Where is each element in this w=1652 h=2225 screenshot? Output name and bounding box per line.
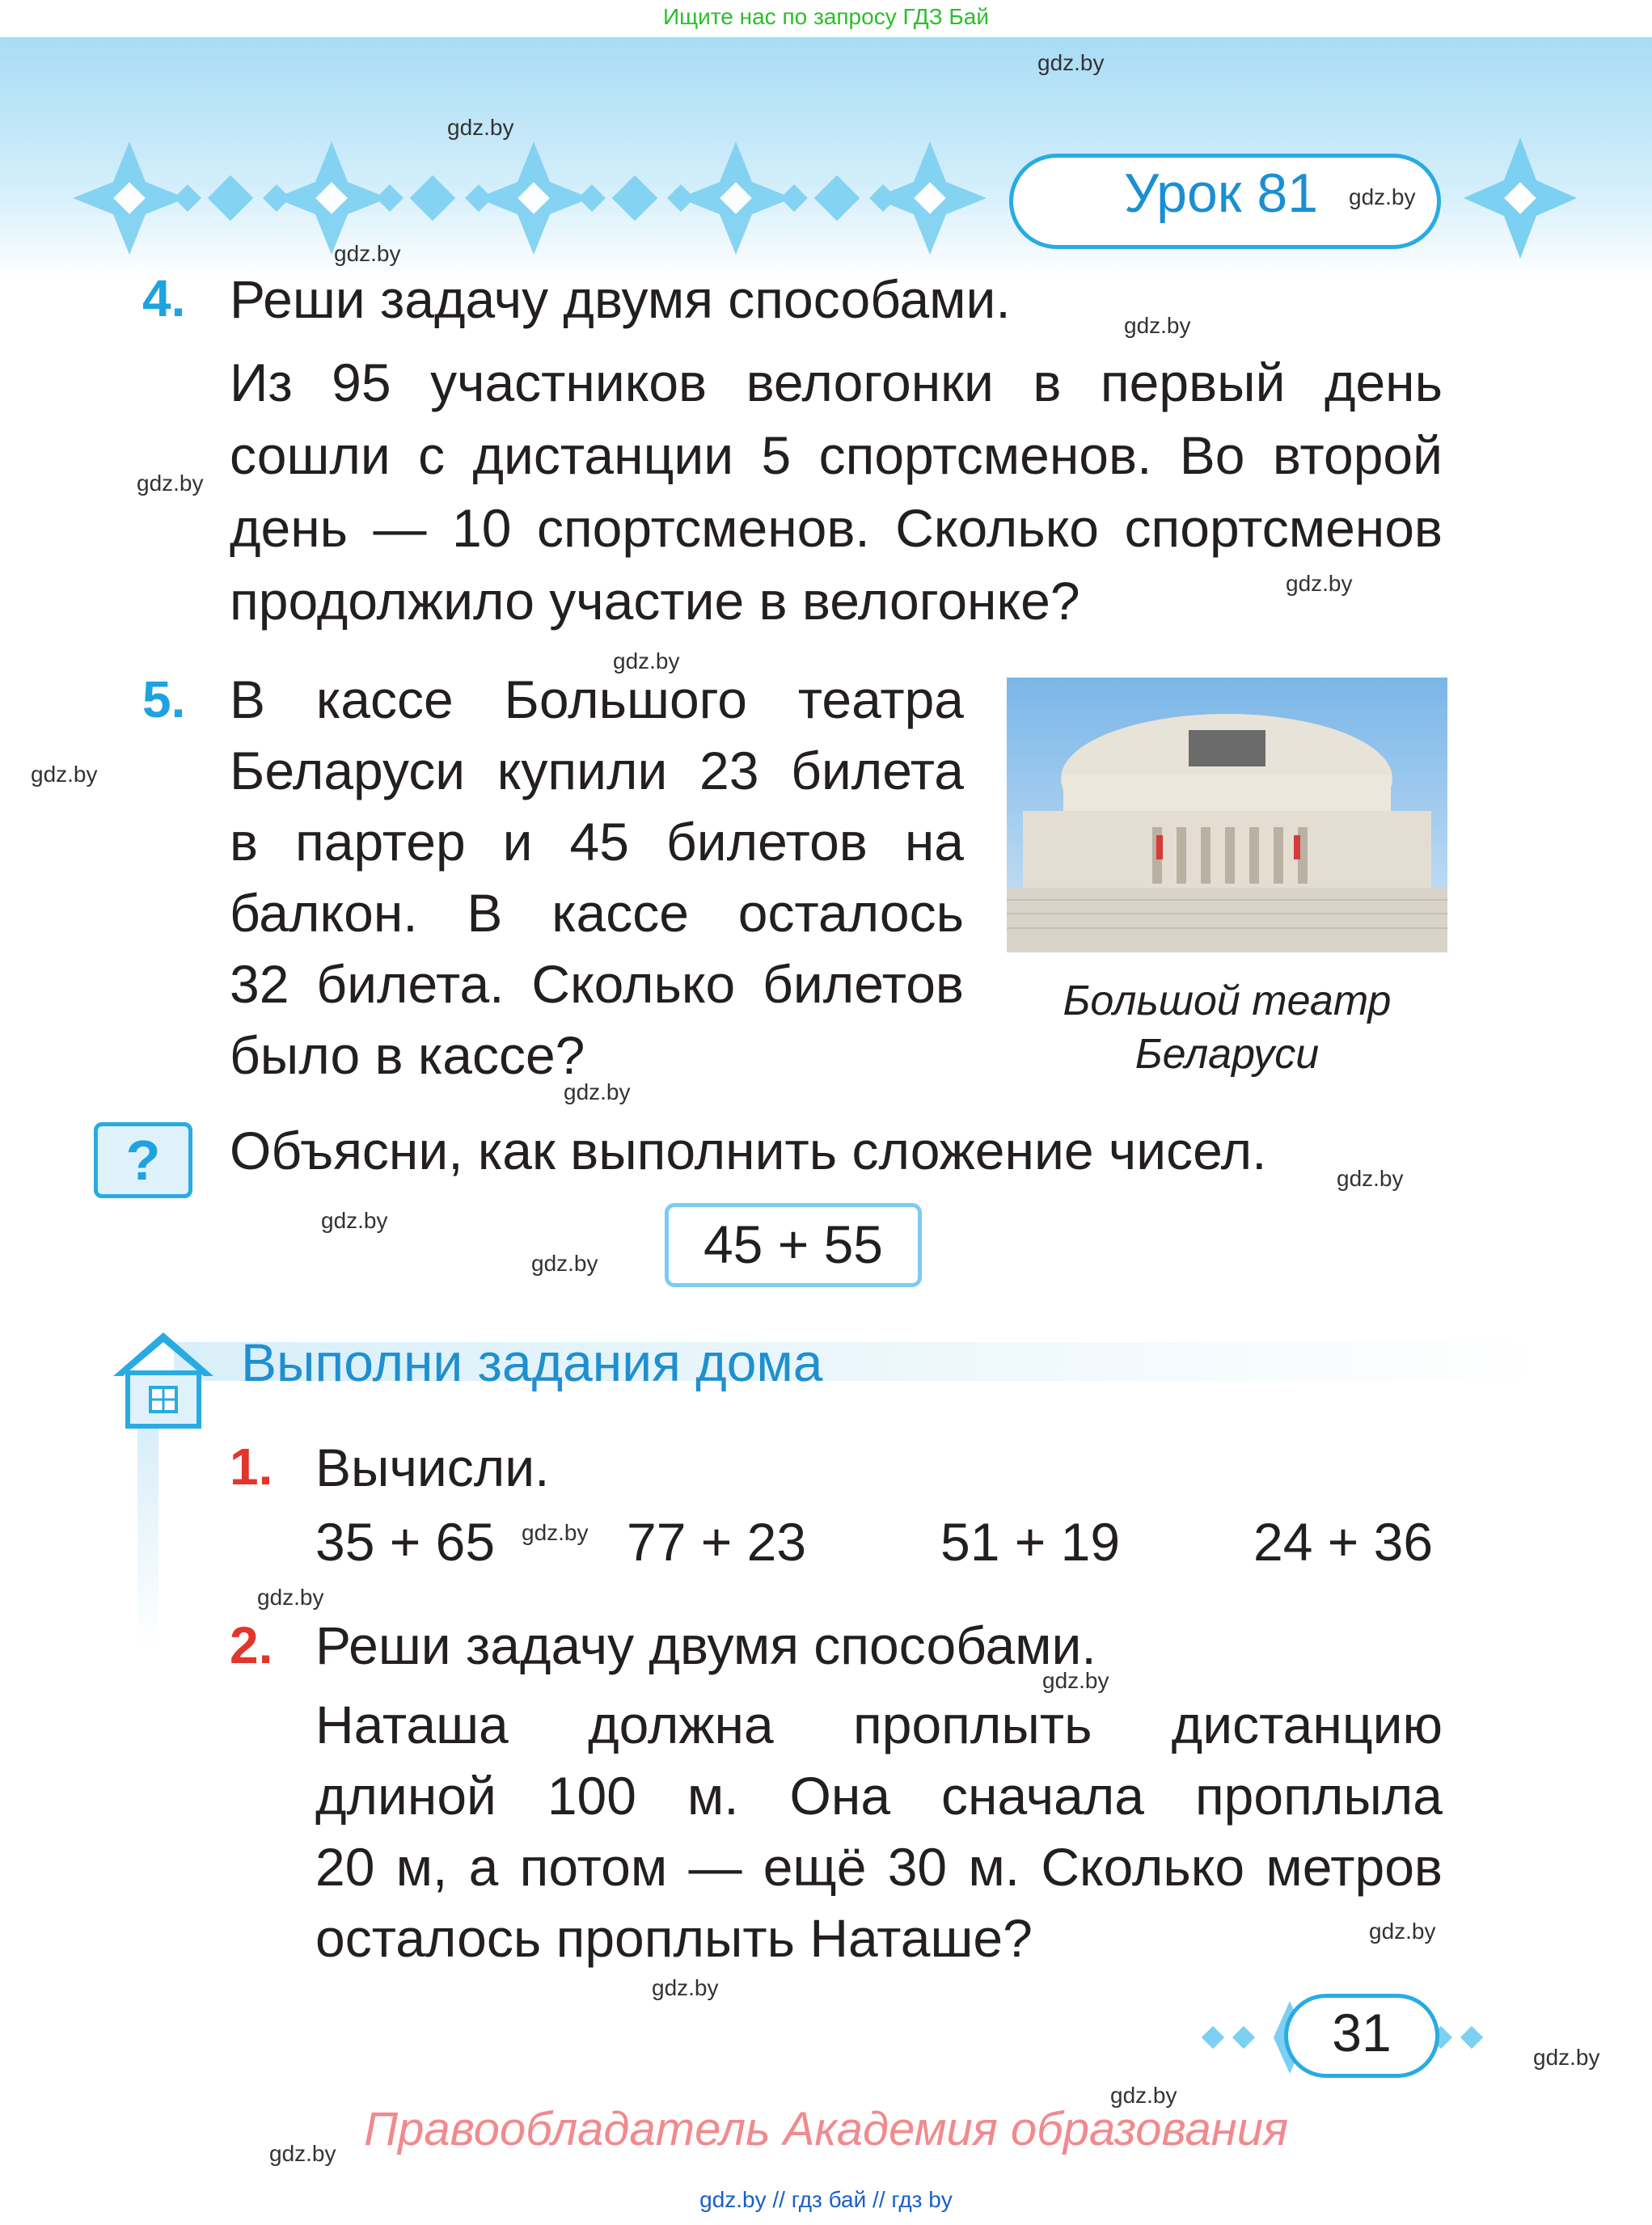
watermark: gdz.by (31, 762, 98, 787)
expression: 77 + 23 (627, 1512, 807, 1572)
footer-links[interactable]: gdz.by // гдз бай // гдз by (699, 2187, 953, 2212)
watermark: gdz.by (613, 648, 680, 673)
watermark: gdz.by (1037, 50, 1105, 75)
theatre-photo (1007, 678, 1447, 952)
watermark: gdz.by (1042, 1668, 1109, 1693)
expression: 51 + 19 (940, 1512, 1121, 1572)
question-text: Объясни, как выполнить сложение чисел. (230, 1121, 1267, 1180)
watermark: gdz.by (1349, 184, 1416, 209)
ornament-motif-1 (73, 141, 186, 255)
ornament-motif-3 (477, 141, 590, 255)
photo-caption (1007, 974, 1447, 1081)
task-heading: Вычисли. (315, 1438, 550, 1497)
question-icon: ? (94, 1122, 192, 1198)
task-number: 2. (230, 1616, 273, 1674)
snowflake-ornament-band (65, 133, 987, 263)
copyright-text: Правообладатель Академия образования (364, 2103, 1288, 2155)
task-text-line: день — 10 спортсменов. Сколько спортсменов (230, 498, 1443, 558)
task-text-line: Беларуси купили 23 билета (230, 741, 964, 800)
house-icon (108, 1326, 218, 1431)
watermark: gdz.by (257, 1585, 324, 1610)
lesson-title: Урок 81 (1124, 163, 1319, 224)
task-text-line: длиной 100 м. Она сначала проплыла (315, 1766, 1443, 1826)
watermark: gdz.by (652, 1975, 719, 2000)
task-text-line: в партер и 45 билетов на (230, 812, 964, 872)
watermark: gdz.by (1533, 2045, 1600, 2070)
task-text-line: 32 билета. Сколько билетов (230, 954, 964, 1014)
task-number: 1. (230, 1438, 273, 1496)
task-text-line: осталось проплыть Наташе? (315, 1908, 1033, 1968)
task-text-line: сошли с дистанции 5 спортсменов. Во второй (230, 425, 1443, 485)
task-heading: Реши задачу двумя способами. (315, 1615, 1096, 1675)
watermark: gdz.by (1124, 313, 1191, 338)
watermark: gdz.by (137, 471, 204, 496)
watermark: gdz.by (522, 1520, 589, 1545)
watermark: gdz.by (531, 1251, 598, 1276)
task-number: 5. (142, 670, 186, 728)
task-text-line: было в кассе? (230, 1025, 585, 1085)
snowflake-icon (1464, 129, 1577, 267)
caption-line: Большой театр (1063, 977, 1392, 1024)
page-number: 31 (1332, 2003, 1392, 2062)
ornament-motif-4 (679, 141, 792, 255)
task-text-line: В кассе Большого театра (230, 669, 964, 729)
expression-box: 45 + 55 (665, 1203, 922, 1287)
watermark: gdz.by (1369, 1919, 1436, 1944)
task-text-line: продолжило участие в велогонке? (230, 571, 1080, 631)
task-text-line: Наташа должна проплыть дистанцию (315, 1695, 1443, 1754)
homework-title: Выполни задания дома (241, 1332, 823, 1392)
watermark: gdz.by (334, 241, 401, 266)
watermark: gdz.by (1110, 2083, 1177, 2108)
watermark: gdz.by (269, 2141, 336, 2166)
ornament-motif-2 (275, 141, 388, 255)
task-text-line: балкон. В кассе осталось (230, 883, 964, 943)
watermark: gdz.by (1286, 571, 1353, 596)
watermark: gdz.by (1337, 1166, 1404, 1191)
caption-line: Беларуси (1134, 1031, 1320, 1078)
watermark: gdz.by (564, 1079, 631, 1104)
top-banner[interactable]: Ищите нас по запросу ГДЗ Бай (0, 0, 1652, 37)
watermark: gdz.by (321, 1208, 388, 1233)
task-text-line: Из 95 участников велогонки в первый день (230, 353, 1443, 412)
expression: 35 + 65 (315, 1512, 496, 1572)
task-heading: Реши задачу двумя способами. (230, 269, 1011, 329)
task-number: 4. (142, 269, 186, 327)
task-text-line: 20 м, а потом — ещё 30 м. Сколько метров (315, 1837, 1443, 1897)
expression: 24 + 36 (1253, 1512, 1434, 1572)
watermark: gdz.by (447, 115, 514, 140)
